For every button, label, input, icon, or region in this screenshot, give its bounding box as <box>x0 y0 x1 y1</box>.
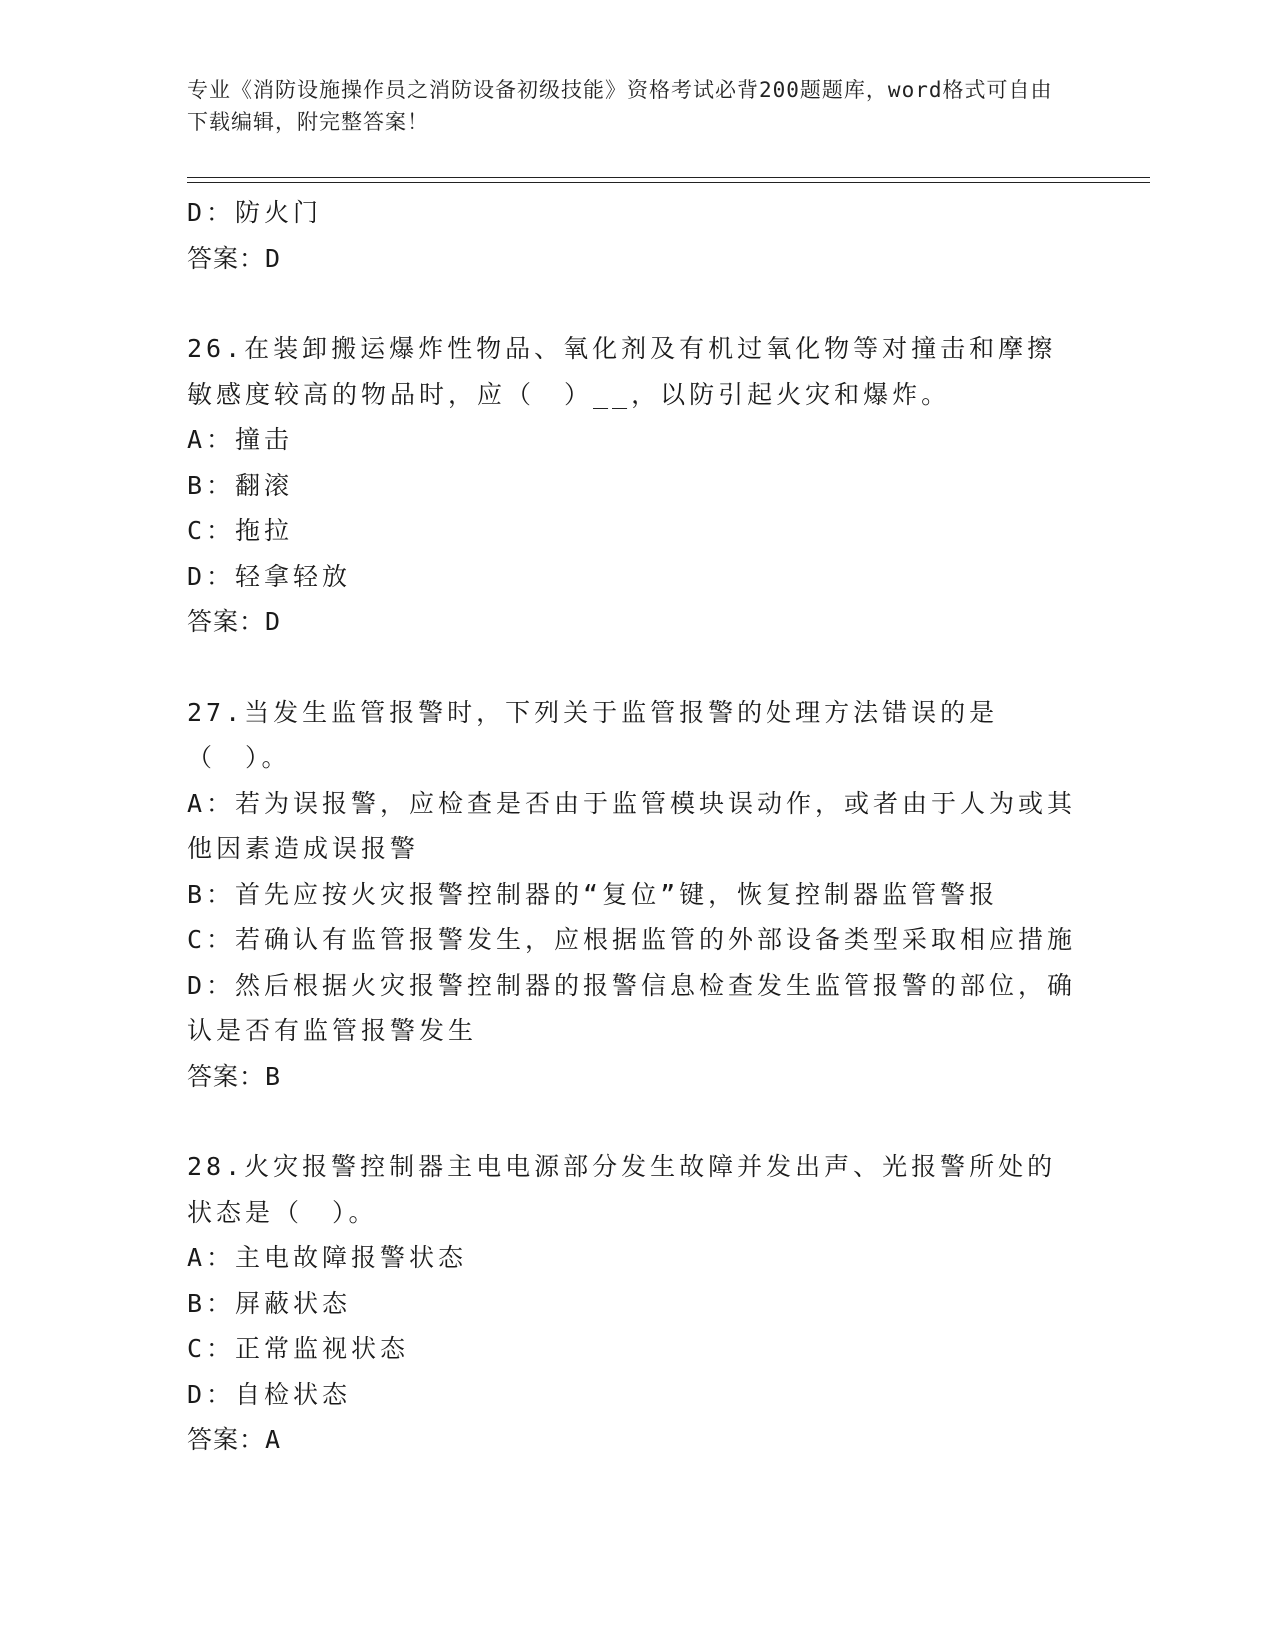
option-d: D：自检状态 <box>187 1379 352 1409</box>
answer-value: B <box>265 1061 282 1091</box>
option-c: C：若确认有监管报警发生，应根据监管的外部设备类型采取相应措施 <box>187 925 1077 954</box>
option-b: B：屏蔽状态 <box>187 1288 352 1318</box>
header-rule-top <box>187 177 1150 178</box>
option-b: B：首先应按火灾报警控制器的“复位”键，恢复控制器监管警报 <box>187 879 999 909</box>
question-27 <box>187 690 1077 1100</box>
answer-previous <box>187 236 1077 282</box>
option-a: A：若为误报警，应检查是否由于监管模块误动作，或者由于人为或其他因素造成误报警 <box>187 788 1077 863</box>
document-body <box>187 190 1077 1463</box>
question-26 <box>187 326 1077 645</box>
answer-value: D <box>265 607 282 636</box>
answer-label: 答案： <box>187 243 266 273</box>
answer-value: A <box>265 1425 282 1454</box>
answer-label: 答案： <box>187 1425 266 1454</box>
answer-label: 答案： <box>187 607 266 636</box>
answer-value: D <box>265 243 282 273</box>
option-d-previous: D：防火门 <box>187 198 323 227</box>
option-d: D：轻拿轻放 <box>187 561 352 591</box>
answer <box>187 1417 1077 1463</box>
question-28 <box>187 1144 1077 1463</box>
option-a: A：撞击 <box>187 425 294 454</box>
option-d: D：然后根据火灾报警控制器的报警信息检查发生监管报警的部位，确认是否有监管报警发生 <box>187 970 1077 1045</box>
page-header: 专业《消防设施操作员之消防设备初级技能》资格考试必背200题题库，word格式可自由下载编辑，附完整答案！ <box>187 78 1053 134</box>
question-stem: 26.在装卸搬运爆炸性物品、氧化剂及有机过氧化物等对撞击和摩擦敏感度较高的物品时，应（ ）__，以防引起火灾和爆炸。 <box>187 334 1057 409</box>
question-stem: 27.当发生监管报警时，下列关于监管报警的处理方法错误的是（ ）。 <box>187 697 999 772</box>
option-c: C：正常监视状态 <box>187 1334 410 1363</box>
option-a: A：主电故障报警状态 <box>187 1243 468 1272</box>
question-stem: 28.火灾报警控制器主电电源部分发生故障并发出声、光报警所处的状态是（ ）。 <box>187 1152 1057 1227</box>
option-c: C：拖拉 <box>187 516 294 545</box>
option-b: B：翻滚 <box>187 470 294 500</box>
header-rule-bottom <box>187 182 1150 183</box>
answer-label: 答案： <box>187 1061 266 1091</box>
answer <box>187 599 1077 645</box>
answer <box>187 1054 1077 1100</box>
